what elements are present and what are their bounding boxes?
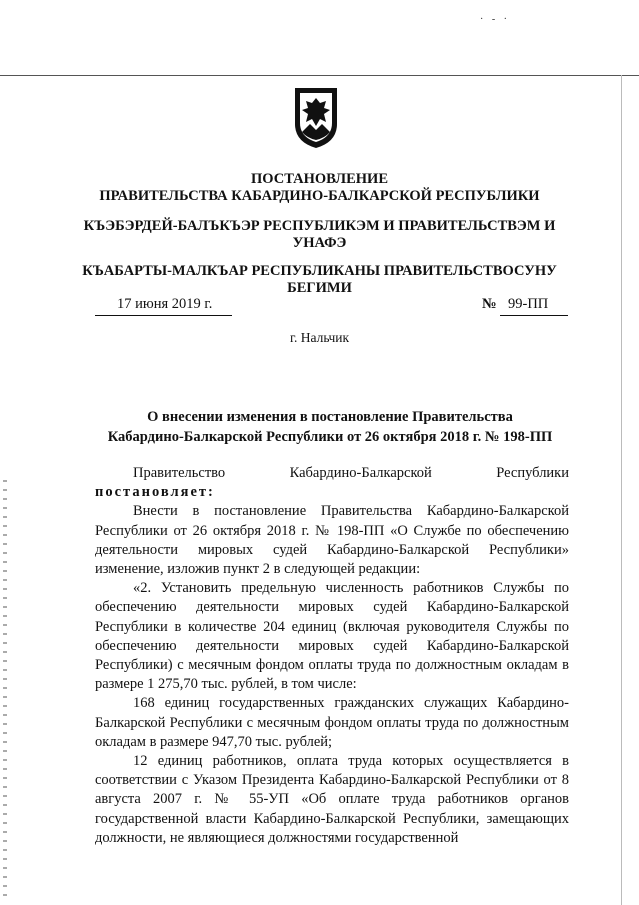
number-underline bbox=[500, 315, 568, 316]
paragraph-3: 168 единиц государственных гражданских служащих Кабардино-Балкарской Республики с месячным фондом оплаты труда по должностным окладам в размере 947,70 тыс. рублей; bbox=[95, 695, 569, 750]
intro-word-1: Правительство bbox=[133, 465, 226, 481]
intro-line bbox=[95, 464, 569, 483]
title-line-1: О внесении изменения в постановление Правительства bbox=[147, 409, 513, 425]
government-name-kbd-2: УНАФЭ bbox=[292, 235, 347, 251]
decree-word: постановляет: bbox=[95, 484, 215, 501]
decree-title bbox=[60, 407, 600, 447]
decree-body bbox=[95, 464, 569, 848]
paragraph-2: «2. Установить предельную численность работников Службы по обеспечению деятельности мировых судей Кабардино-Балкарской Республики в количестве 204 единиц (включая руководителя Службы по обеспечению деятельности мировых судей Кабардино-Балкарской Республики) с месячным фондом оплаты труда по должностным окладам в размере 1 275,70 тыс. рублей, в том числе: bbox=[95, 580, 569, 693]
intro-word-2: Кабардино-Балкарской bbox=[289, 465, 432, 481]
decree-number: 99-ПП bbox=[508, 296, 549, 312]
title-line-2: Кабардино-Балкарской Республики от 26 октября 2018 г. № 198-ПП bbox=[107, 429, 553, 445]
top-rule bbox=[0, 75, 639, 76]
intro-word-3: Республики bbox=[496, 465, 569, 481]
government-name-krc-1: КЪАБАРТЫ-МАЛКЪАР РЕСПУБЛИКАНЫ ПРАВИТЕЛЬСТВОСУНУ bbox=[82, 263, 557, 279]
date-underline bbox=[95, 315, 232, 316]
government-name-kbd-1: КЪЭБЭРДЕЙ-БАЛЪКЪЭР РЕСПУБЛИКЭМ И ПРАВИТЕЛЬСТВЭМ И bbox=[83, 218, 556, 234]
paragraph-4: 12 единиц работников, оплата труда которых осуществляется в соответствии с Указом Президента Кабардино-Балкарской Республики от 8 августа 2007 г. № 55-УП «Об оплате труда работников органов государственной власти Кабардино-Балкарской Республики, замещающих должности, не являющиеся должностями государственной bbox=[95, 753, 569, 846]
city: г. Нальчик bbox=[289, 330, 350, 345]
scan-margin-marks bbox=[3, 480, 7, 900]
government-name-ru: ПРАВИТЕЛЬСТВА КАБАРДИНО-БАЛКАРСКОЙ РЕСПУБЛИКИ bbox=[99, 188, 540, 204]
government-name-krc-2: БЕГИМИ bbox=[287, 280, 352, 296]
number-label: № bbox=[482, 296, 497, 312]
paragraph-1: Внести в постановление Правительства Кабардино-Балкарской Республики от 26 октября 2018 г. № 198-ПП «О Службе по обеспечению деятельности мировых судей Кабардино-Балкарской Республики» изменение, изложив пункт 2 в следующей редакции: bbox=[95, 503, 569, 578]
coat-of-arms-icon bbox=[292, 84, 340, 150]
doc-type: ПОСТАНОВЛЕНИЕ bbox=[250, 171, 388, 187]
scan-artifact: · ‑ · bbox=[480, 14, 510, 25]
decree-date: 17 июня 2019 г. bbox=[117, 296, 213, 312]
